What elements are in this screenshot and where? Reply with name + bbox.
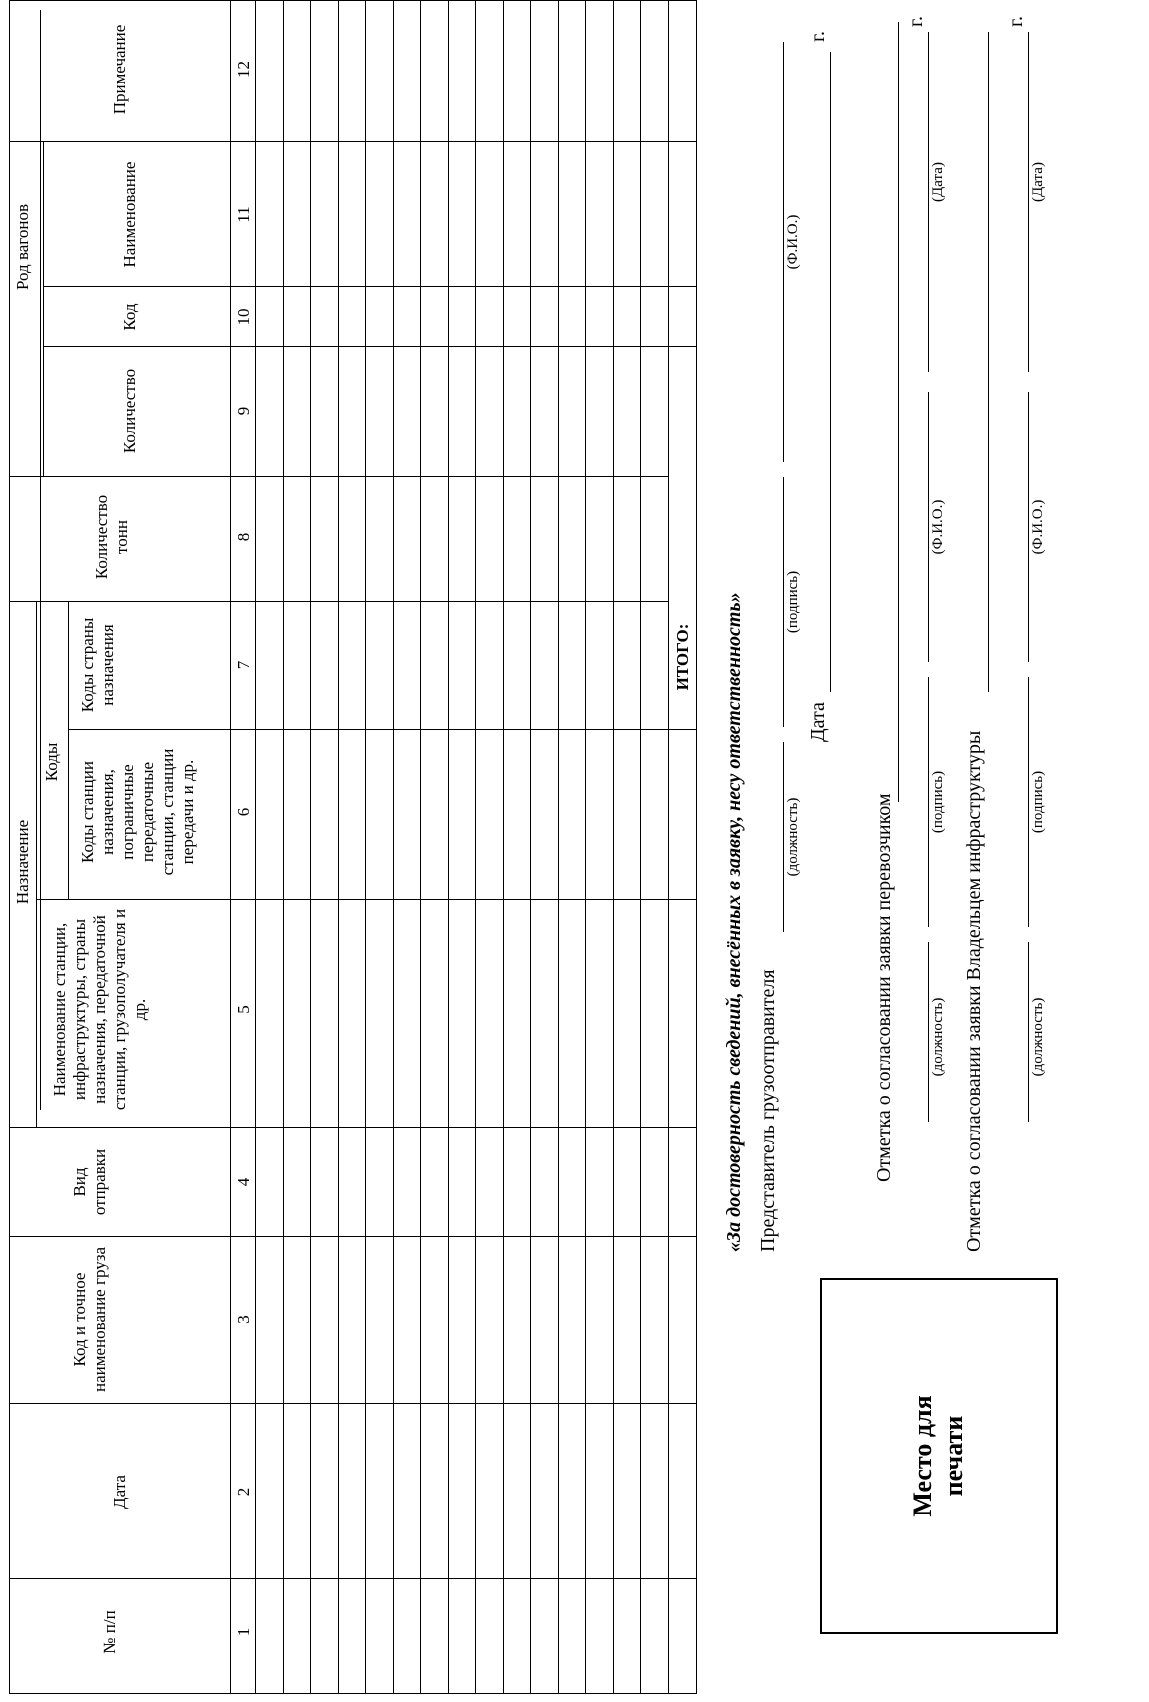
col-number: 6 — [234, 807, 253, 817]
header-country-codes: Коды страны назначения — [78, 617, 118, 713]
responsibility-statement: «За достоверность сведений, внесённых в заявку, несу ответственность» — [723, 592, 745, 1252]
infra-year: г. — [1005, 16, 1027, 27]
header-station-codes: Коды станции назначения, пограничные передаточные станции, станции передачи и др. — [78, 748, 198, 876]
infra-date-caption: (Дата) — [1030, 162, 1046, 202]
header-wagon-code: Код — [120, 303, 139, 331]
header-cargo: Код и точное наименование груза — [70, 1247, 110, 1392]
col-number: 7 — [234, 660, 253, 670]
infra-signature-caption: (подпись) — [1030, 770, 1046, 834]
shipper-rep-label: Представитель грузоотправителя — [757, 969, 779, 1252]
header-wagon-name: Наименование — [120, 161, 139, 268]
col-number: 2 — [234, 1487, 253, 1497]
col-number: 10 — [234, 308, 253, 326]
header-dispatch-type: Вид отправки — [70, 1148, 110, 1216]
col-number: 4 — [234, 1177, 253, 1187]
header-note: Примечание — [110, 24, 129, 115]
col-number: 9 — [234, 406, 253, 416]
header-codes-group: Коды — [42, 742, 61, 782]
shipper-year: г. — [807, 31, 829, 42]
header-destination-group: Назначение — [13, 819, 32, 905]
col-number: 8 — [234, 532, 253, 542]
carrier-fio-caption: (Ф.И.О.) — [930, 499, 946, 555]
carrier-mark-label: Отметка о согласовании заявки перевозчиком — [873, 793, 895, 1182]
header-number: № п/п — [100, 1610, 119, 1654]
stamp-label-line2: печати — [939, 1415, 969, 1497]
header-wagons-group: Род вагонов — [13, 204, 32, 290]
carrier-date-caption: (Дата) — [930, 162, 946, 202]
col-number: 11 — [234, 206, 253, 223]
col-number: 3 — [234, 1315, 253, 1324]
header-tonnage: Количество тонн — [92, 494, 132, 580]
shipper-date-label: Дата — [807, 702, 829, 742]
infra-mark-label: Отметка о согласовании заявки Владельцем инфраструктуры — [963, 730, 985, 1252]
col-number: 12 — [234, 61, 253, 78]
header-destination-name: Наименование станции, инфраструктуры, страны назначения, передаточной станции, грузополучателя и др. — [50, 908, 150, 1111]
stamp-box — [820, 1278, 1058, 1634]
stamp-label-line1: Место для — [908, 1395, 937, 1517]
header-date: Дата — [110, 1475, 129, 1509]
carrier-position-caption: (должность) — [930, 997, 946, 1077]
shipper-signature-caption: (подпись) — [785, 570, 801, 634]
col-number: 5 — [234, 1005, 253, 1014]
col-number: 1 — [234, 1627, 253, 1637]
header-wagon-count: Количество — [120, 368, 139, 454]
infra-position-caption: (должность) — [1030, 997, 1046, 1077]
carrier-signature-caption: (подпись) — [930, 770, 946, 834]
shipper-position-caption: (должность) — [785, 797, 801, 877]
total-label: ИТОГО: — [673, 623, 692, 691]
infra-fio-caption: (Ф.И.О.) — [1030, 499, 1046, 555]
carrier-year: г. — [905, 16, 927, 27]
shipper-fio-caption: (Ф.И.О.) — [785, 214, 801, 270]
